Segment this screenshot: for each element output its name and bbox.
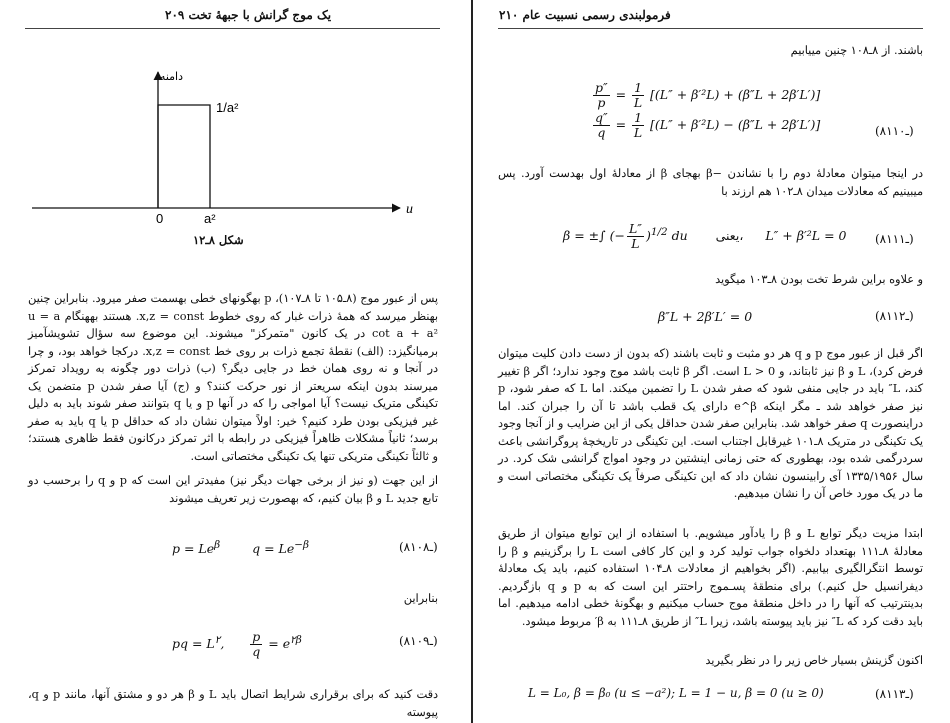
eq109-frac: [250, 630, 262, 659]
right-intro: باشند. از ۸ـ۱۰۸ چنین مییابیم: [790, 44, 923, 57]
header-rule: [498, 28, 923, 29]
eq111-num: L″: [628, 221, 642, 236]
eq108-p-exp: β: [214, 539, 221, 551]
right-page-header: ۲۱۰ فرمولبندی رسمی نسبیت عام: [499, 8, 671, 22]
eq109-pq: pq = L: [172, 636, 215, 651]
equation-110-number: (۸ـ۱۱۰): [875, 124, 914, 138]
x-axis-label: u: [406, 202, 413, 217]
eq110-r1-one: 1: [634, 80, 643, 95]
eq108-q-exp: −β: [294, 539, 309, 551]
equation-111-number: (۸ـ۱۱۱): [875, 232, 914, 246]
eq110-r2-L: L: [633, 125, 643, 140]
amplitude-figure: [0, 0, 471, 255]
eq110-r2-rhs: [(L″ + β′²L) − (β″L + 2β′L′)]: [650, 117, 821, 132]
right-paragraph-3: اگر قبل از عبور موج p و q هر دو مثبت و ثابت باشند (که بدون از دست دادن کلیت میتوان فرض کرد)، L و β نیز ثابتاند، و L > 0 است. اگر β ثابت باشد موج وجود ندارد؛ اگر β تغییر کند، L″ باید در جایی منفی شود که صفر شدن L را تضمین میکند. اما L که صفر شود، p نیز صفر خواهد شد ـ مگر اینکه e^β دارای یک قطب باشد تا آن را جبران کند. اما دراینصورت q صفر خواهد شد. بنابراین صفر شدن حداقل یکی از این ضرایب و از آنجا وجود یک تکینگی در متریک ۸ـ۱۰۱ غیرقابل اجتناب است. این تکینگی در تاریخچۀ پروگرانشی باعث سردرگمی شده بود، بهطوری که حتی زمانی اینشتین در وجود امواج گرانشی شک کرد. در سال ۱۳۳۵/۱۹۵۶ آی رابینسون نشان داد که این تکینگی صرفاً یک تکینگی مختصاتی است و ما در یک مورد خاص آن را نشان میدهیم.: [498, 347, 924, 500]
right-paragraph-5: اکنون گزینش بسیار خاص زیر را در نظر بگیرید: [705, 654, 923, 667]
equation-112: β″L + 2β′L′ = 0: [658, 309, 753, 324]
equation-113-number: (۸ـ۱۱۳): [875, 687, 914, 701]
origin-label: 0: [156, 211, 164, 226]
therefore-text: بنابراین: [403, 592, 438, 605]
equation-110: [591, 80, 820, 140]
right-paragraph-1: در اینجا میتوان معادلۀ دوم را با نشاندن −β بهجای β از معادلۀ اول بهدست آورد. پس میبینیم که معادلات میدان ۸ـ۱۰۲ هم ارزند با: [498, 167, 923, 198]
equation-111: β = ±∫ (− $\frac{L''}{L}$ )$^{1/2}$ du یعنی، L″ + β′²L = 0: [563, 221, 847, 251]
right-paragraph-2: و علاوه براین شرط تخت بودن ۸ـ۱۰۳ میگوید: [715, 273, 923, 286]
equation-109-number: (۸ـ۱۰۹): [399, 634, 438, 648]
eq111-du: du: [671, 228, 688, 243]
eq111-den: L: [631, 236, 640, 251]
eq110-r2-one: 1: [634, 110, 643, 125]
level-label: 1/a²: [216, 100, 239, 115]
tick-label: a²: [204, 211, 216, 226]
eq111-rhs: L″ + β′²L = 0: [765, 228, 847, 243]
eq109-pq-exp: ۲: [214, 633, 221, 646]
left-paragraph-2: از این جهت (و نیز از برخی جهات دیگر نیز) مفیدتر این است که p و q را برحسب دو تابع جدید L و β بیان کنیم، که بهصورت زیر تعریف میشوند: [28, 474, 439, 505]
equation-109: pq = $L^۲$, $\frac{p}{q}$ = $e^{۲\beta}$: [172, 629, 302, 659]
eq110-r1-rhs: [(L″ + β′²L) + (β″L + 2β′L′)]: [650, 87, 821, 102]
pulse-curve: [158, 105, 210, 208]
eq109-den: q: [252, 644, 261, 659]
eq110-r1-den: p: [597, 95, 606, 110]
eq111-lhs: β = ±∫: [563, 228, 606, 243]
eq111-pow: 1/2: [650, 225, 668, 238]
right-page: [473, 0, 950, 723]
eq110-r2-den: q: [597, 125, 606, 140]
equation-112-number: (۸ـ۱۱۲): [875, 309, 914, 323]
eq109-num: p: [252, 629, 261, 644]
equation-113: L = L₀, β = β₀ (u ≤ −a²); L = 1 − u, β = 0 (u ≥ 0): [528, 686, 824, 700]
eq110-row-2: $\frac{q''}{q}$ = $\frac{1}{L}$ [(L″ + β′²L) − (β″L + 2β′L′)]: [595, 110, 821, 140]
eq109-rhs-exp: ۲β: [290, 633, 302, 646]
eq110-r1-L: L: [633, 95, 643, 110]
eq110-r1-num: p″: [595, 80, 608, 95]
equation-108: [172, 539, 309, 556]
eq108-q: q = Le: [252, 541, 295, 557]
left-paragraph-1: پس از عبور موج (۸ـ۱۰۵ تا ۸ـ۱۰۷)، p بهگونهای خطی بهسمت صفر میرود. بنابراین چنین بهنظر میرسد که همۀ ذرات غبار که روی خطوط x,z = const. هستند بههنگام u = a cot a + a² در یک کانون "متمرکز" میشوند. این موضوع سه سؤال تشویشآمیز برمیانگیزد: (الف) نقطۀ تجمع ذرات بر روی خط x,z = const. درکجا خواهد بود، و چرا در آنجا و نه روی همان خط در جایی دیگر؟ (ب) ذرات دور چگونه به رویداد تمرکز میرسند بدون اینکه سریعتر از نور حرکت کنند؟ و (ج) آیا صفر شدن p متضمن یک تکینگی متریک نیست؟ آیا امواجی را که در آنها p و یا q بتوانند صفر شوند باید به دلیل غیر فیزیکی بودن طرد کنیم؟ خیر: اولاً میتوان نشان داد که حداقل p یا q باید به صفر برسد؛ ثانیاً مشکلات ظاهراً فیزیکی در رابطه با اثر تمرکز درکانون فقط ظاهری هستند؛ و ثالثاً تکینگی متریکی تنها یک تکینگی مختصاتی است.: [28, 292, 439, 463]
eq111-word: یعنی،: [715, 228, 744, 243]
y-axis-label: دامنه: [159, 70, 183, 83]
eq109-rhs: = e: [268, 636, 291, 651]
left-page: [0, 0, 473, 723]
right-paragraph-4: ابتدا مزیت دیگر توابع L و β را یادآور میشویم. با استفاده از این توابع میتوان از طریق معادلۀ ۸ـ۱۱۱ بهتعداد دلخواه جواب تولید کرد و این کار کافی است L را برگزینیم و β را توسط انتگرالگیری بیابیم. (اگر بخواهیم از معادلات ۸ـ۱۰۴ استفاده کنیم، باید یک معادلۀ دیفرانسیل حل کنیم.) برای منطقۀ پسـموج راحتتر این است که به p و q بازگردیم. بدینترتیب که آنها را در داخل منطقۀ موج حساب میکنیم و بهگونۀ خطی ادامه میدهیم. اما باید دقت کرد که L″ نیز باید پیوسته باشد، زیرا L″ از طریق ۸ـ۱۱۱ به β′ مربوط میشود.: [498, 527, 924, 628]
eq110-r2-num: q″: [595, 110, 608, 125]
equation-108-number: (۸ـ۱۰۸): [399, 540, 438, 554]
figure-caption: شکل ۸ـ۱۲: [193, 233, 244, 247]
eq110-row-1: $\frac{p''}{p}$ = $\frac{1}{L}$ [(L″ + β′²L) + (β″L + 2β′L′)]: [595, 80, 821, 110]
left-page-header: یک موج گرانش با جبهۀ تخت ۲۰۹: [165, 8, 332, 22]
eq108-p: p = Le: [172, 541, 215, 557]
left-paragraph-3: دقت کنید که برای برقراری شرایط اتصال باید L و β هر دو و مشتق آنها، مانند p و q، پیوسته: [28, 688, 438, 719]
